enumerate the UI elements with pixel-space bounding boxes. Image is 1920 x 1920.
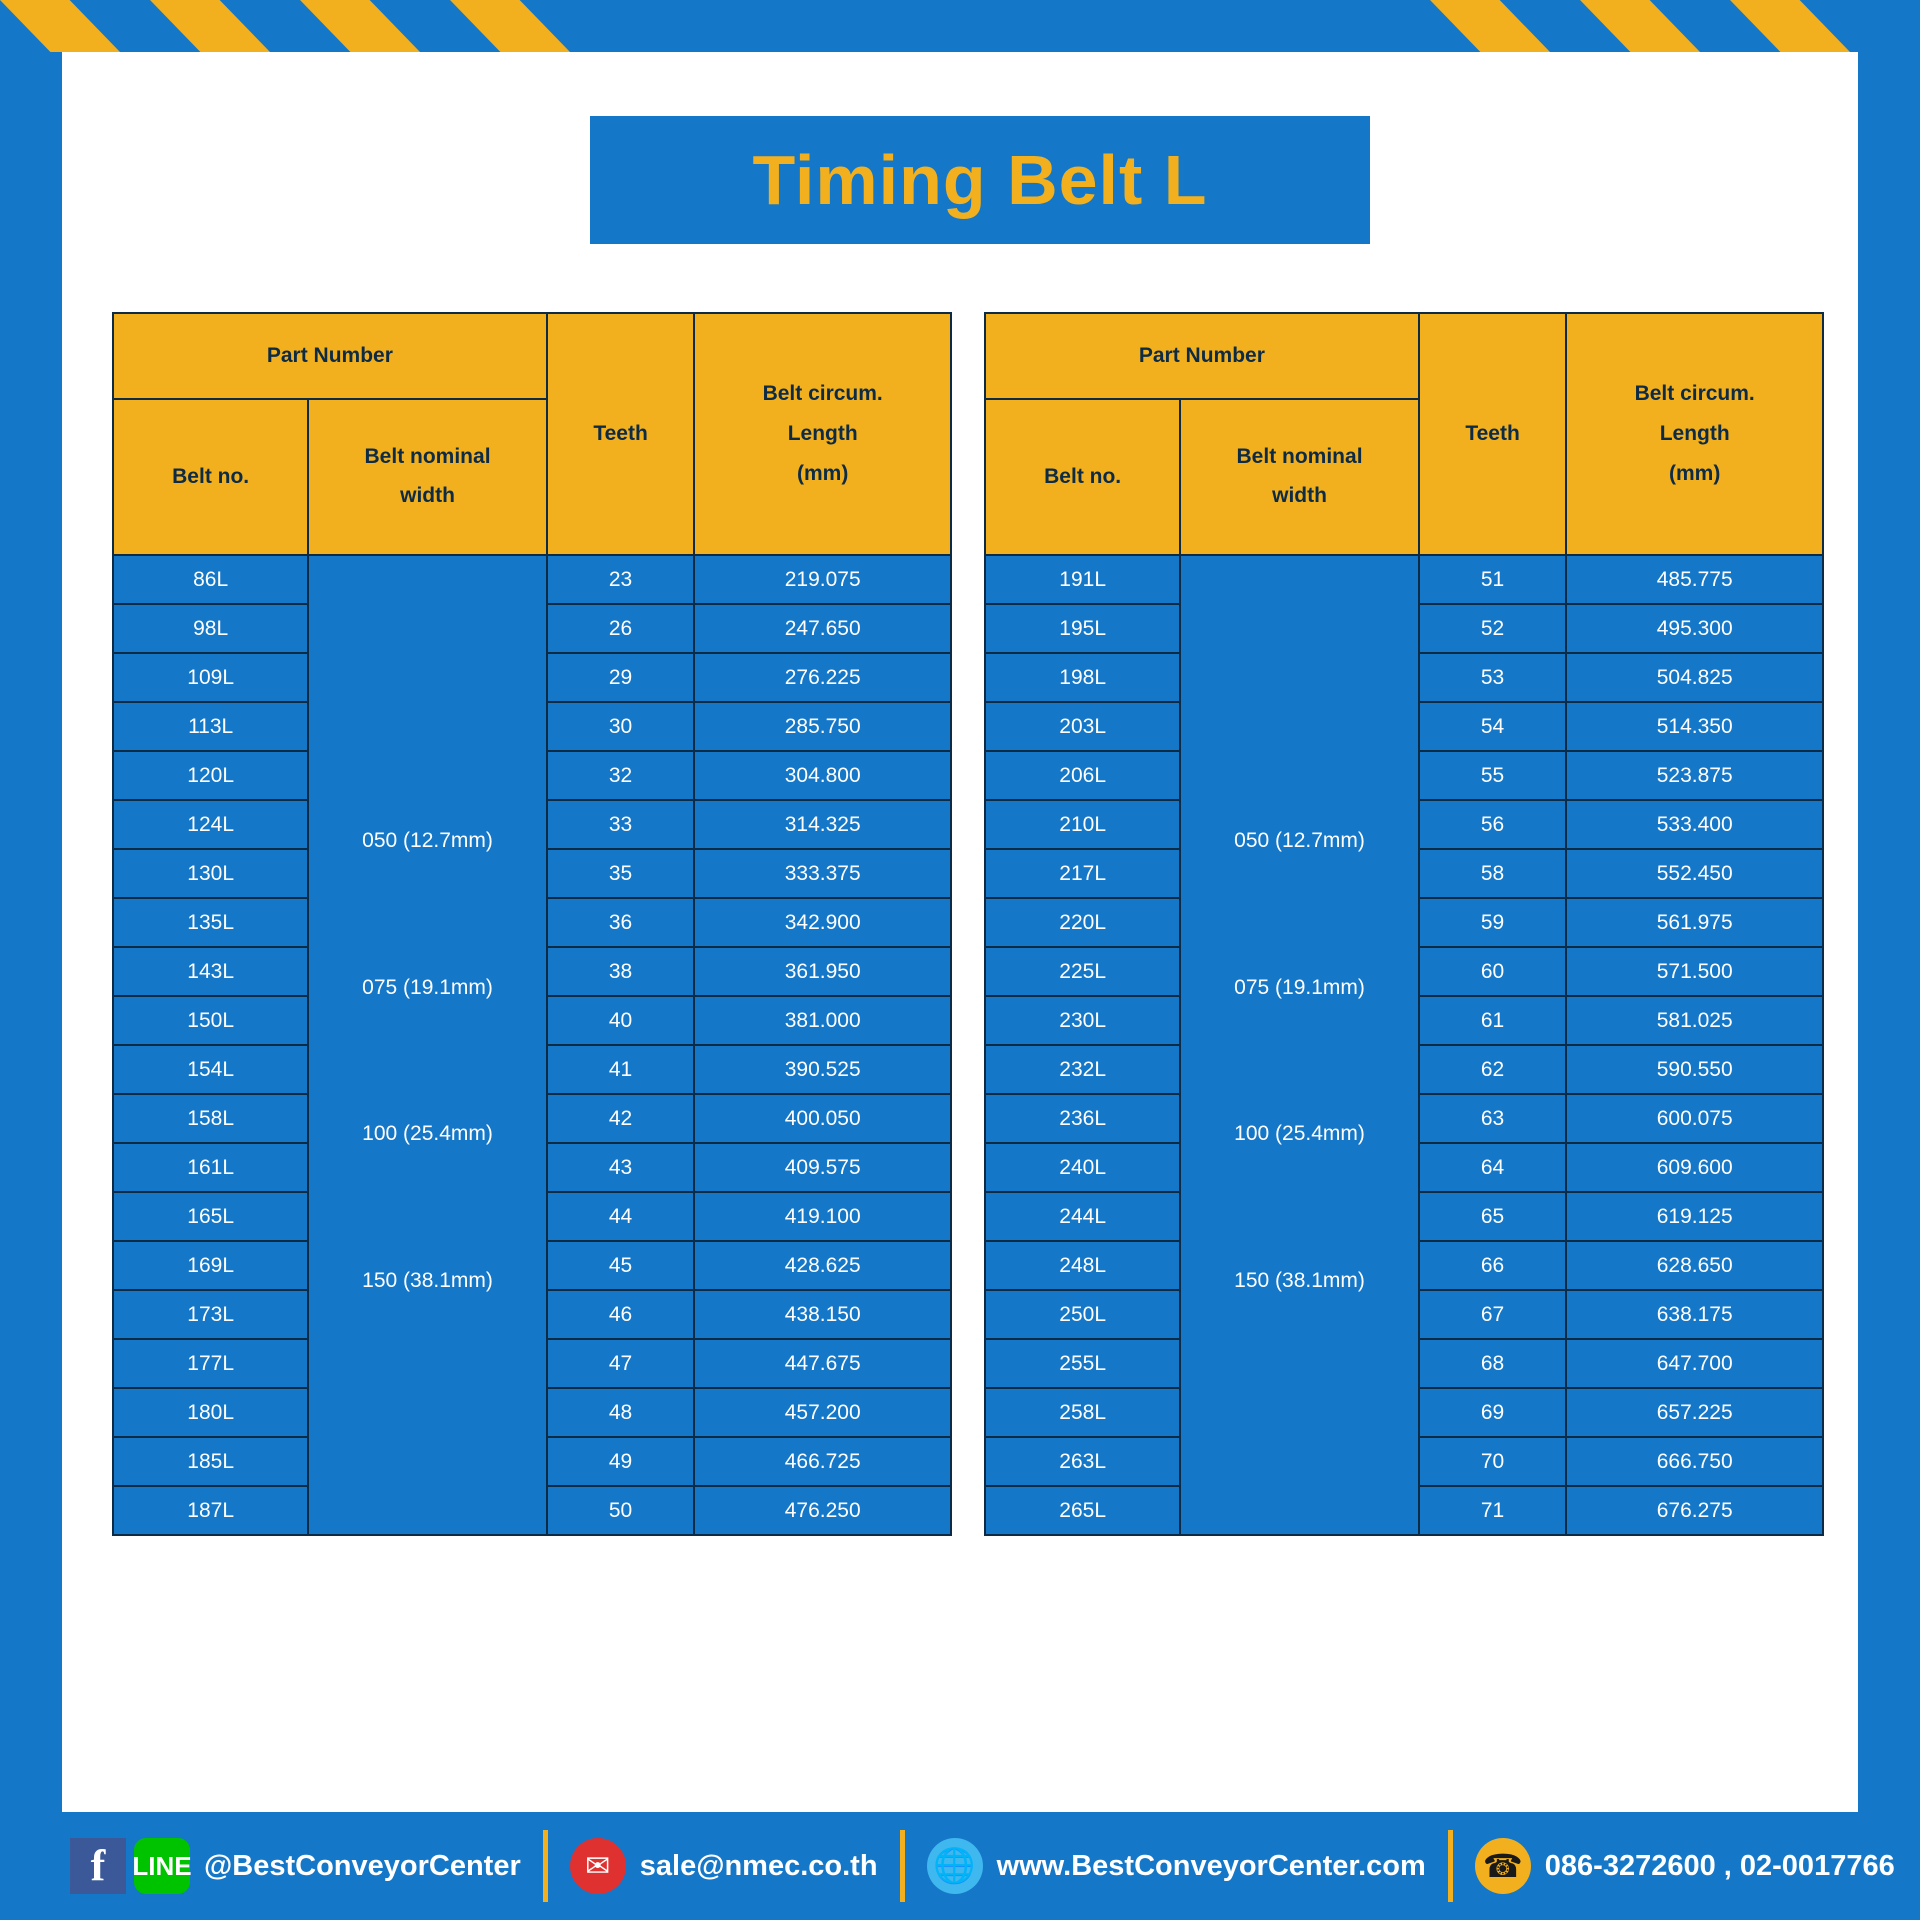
cell-teeth: 40 (547, 996, 695, 1045)
cell-belt-no: 124L (113, 800, 308, 849)
cell-belt-no: 120L (113, 751, 308, 800)
cell-teeth: 60 (1419, 947, 1567, 996)
cell-teeth: 71 (1419, 1486, 1567, 1535)
cell-teeth: 70 (1419, 1437, 1567, 1486)
cell-length: 219.075 (694, 555, 951, 604)
belt-tables (112, 312, 1824, 1536)
cell-belt-no: 191L (985, 555, 1180, 604)
cell-belt-nominal-width (1180, 555, 1418, 1535)
cell-teeth: 53 (1419, 653, 1567, 702)
cell-teeth: 58 (1419, 849, 1567, 898)
cell-length: 390.525 (694, 1045, 951, 1094)
cell-belt-nominal-width (308, 555, 546, 1535)
cell-teeth: 38 (547, 947, 695, 996)
cell-belt-no: 187L (113, 1486, 308, 1535)
cell-teeth: 62 (1419, 1045, 1567, 1094)
cell-length: 666.750 (1566, 1437, 1823, 1486)
cell-length: 561.975 (1566, 898, 1823, 947)
cell-length: 504.825 (1566, 653, 1823, 702)
footer-phone-text: 086-3272600 , 02-0017766 (1544, 1849, 1895, 1882)
cell-belt-no: 244L (985, 1192, 1180, 1241)
cell-belt-no: 263L (985, 1437, 1180, 1486)
cell-length: 304.800 (694, 751, 951, 800)
cell-length: 342.900 (694, 898, 951, 947)
cell-length: 314.325 (694, 800, 951, 849)
width-option: 100 (25.4mm) (1234, 1122, 1365, 1146)
cell-belt-no: 230L (985, 996, 1180, 1045)
footer-facebook-text: @BestConveyorCenter (204, 1849, 521, 1882)
header-belt-no: Belt no. (985, 399, 1180, 555)
cell-teeth: 54 (1419, 702, 1567, 751)
cell-belt-no: 98L (113, 604, 308, 653)
table-row (113, 555, 951, 604)
cell-teeth: 68 (1419, 1339, 1567, 1388)
header-belt-circum (694, 313, 951, 555)
cell-length: 438.150 (694, 1290, 951, 1339)
cell-belt-no: 86L (113, 555, 308, 604)
cell-length: 600.075 (1566, 1094, 1823, 1143)
footer-website[interactable] (927, 1812, 1426, 1920)
cell-length: 609.600 (1566, 1143, 1823, 1192)
cell-length: 590.550 (1566, 1045, 1823, 1094)
cell-belt-no: 265L (985, 1486, 1180, 1535)
cell-teeth: 32 (547, 751, 695, 800)
header-belt-no: Belt no. (113, 399, 308, 555)
cell-length: 581.025 (1566, 996, 1823, 1045)
header-belt-width (1180, 399, 1418, 555)
cell-belt-no: 236L (985, 1094, 1180, 1143)
cell-teeth: 45 (547, 1241, 695, 1290)
cell-teeth: 56 (1419, 800, 1567, 849)
width-option: 150 (38.1mm) (362, 1268, 493, 1292)
cell-length: 619.125 (1566, 1192, 1823, 1241)
cell-length: 495.300 (1566, 604, 1823, 653)
cell-length: 476.250 (694, 1486, 951, 1535)
cell-length: 552.450 (1566, 849, 1823, 898)
cell-belt-no: 255L (985, 1339, 1180, 1388)
cell-belt-no: 135L (113, 898, 308, 947)
cell-belt-no: 250L (985, 1290, 1180, 1339)
cell-belt-no: 169L (113, 1241, 308, 1290)
footer-contact-bar (0, 1812, 1920, 1920)
cell-length: 647.700 (1566, 1339, 1823, 1388)
cell-belt-no: 173L (113, 1290, 308, 1339)
cell-length: 628.650 (1566, 1241, 1823, 1290)
header-belt-width-line2: width (400, 484, 455, 507)
width-option: 100 (25.4mm) (362, 1122, 493, 1146)
cell-teeth: 52 (1419, 604, 1567, 653)
cell-belt-no: 232L (985, 1045, 1180, 1094)
cell-teeth: 66 (1419, 1241, 1567, 1290)
cell-length: 485.775 (1566, 555, 1823, 604)
page-title (590, 116, 1370, 244)
cell-belt-no: 143L (113, 947, 308, 996)
cell-teeth: 26 (547, 604, 695, 653)
cell-belt-no: 198L (985, 653, 1180, 702)
cell-length: 657.225 (1566, 1388, 1823, 1437)
footer-email[interactable] (570, 1812, 878, 1920)
cell-length: 361.950 (694, 947, 951, 996)
cell-belt-no: 109L (113, 653, 308, 702)
cell-belt-no: 154L (113, 1045, 308, 1094)
line-icon: LINE (134, 1838, 190, 1894)
cell-belt-no: 185L (113, 1437, 308, 1486)
cell-teeth: 61 (1419, 996, 1567, 1045)
header-belt-circum-line1: Belt circum. (1634, 382, 1755, 406)
globe-icon: 🌐 (927, 1838, 983, 1894)
header-belt-width-line2: width (1272, 484, 1327, 507)
footer-facebook[interactable] (0, 1812, 521, 1920)
footer-divider (900, 1830, 905, 1902)
cell-length: 447.675 (694, 1339, 951, 1388)
cell-teeth: 64 (1419, 1143, 1567, 1192)
cell-length: 533.400 (1566, 800, 1823, 849)
cell-length: 247.650 (694, 604, 951, 653)
footer-email-text: sale@nmec.co.th (639, 1849, 878, 1882)
cell-teeth: 30 (547, 702, 695, 751)
footer-phone[interactable] (1475, 1812, 1895, 1920)
cell-length: 333.375 (694, 849, 951, 898)
header-teeth: Teeth (547, 313, 695, 555)
header-teeth: Teeth (1419, 313, 1567, 555)
cell-teeth: 59 (1419, 898, 1567, 947)
cell-belt-no: 150L (113, 996, 308, 1045)
cell-length: 276.225 (694, 653, 951, 702)
cell-length: 523.875 (1566, 751, 1823, 800)
cell-teeth: 50 (547, 1486, 695, 1535)
cell-length: 571.500 (1566, 947, 1823, 996)
cell-belt-no: 248L (985, 1241, 1180, 1290)
cell-belt-no: 180L (113, 1388, 308, 1437)
cell-teeth: 42 (547, 1094, 695, 1143)
cell-length: 428.625 (694, 1241, 951, 1290)
cell-teeth: 67 (1419, 1290, 1567, 1339)
header-belt-circum-line1: Belt circum. (762, 382, 883, 406)
width-option: 050 (12.7mm) (1234, 828, 1365, 852)
cell-teeth: 51 (1419, 555, 1567, 604)
facebook-icon: f (70, 1838, 126, 1894)
header-part-number: Part Number (985, 313, 1419, 399)
header-belt-circum-line2: Length (787, 422, 858, 446)
chevron-decoration (0, 0, 1920, 56)
width-option: 150 (38.1mm) (1234, 1268, 1365, 1292)
cell-teeth: 69 (1419, 1388, 1567, 1437)
mail-icon: ✉ (570, 1838, 626, 1894)
cell-teeth: 35 (547, 849, 695, 898)
width-option: 075 (19.1mm) (362, 975, 493, 999)
cell-belt-no: 240L (985, 1143, 1180, 1192)
header-part-number: Part Number (113, 313, 547, 399)
cell-teeth: 33 (547, 800, 695, 849)
footer-divider (1448, 1830, 1453, 1902)
cell-belt-no: 177L (113, 1339, 308, 1388)
cell-belt-no: 225L (985, 947, 1180, 996)
width-option: 075 (19.1mm) (1234, 975, 1365, 999)
cell-teeth: 55 (1419, 751, 1567, 800)
cell-teeth: 46 (547, 1290, 695, 1339)
cell-length: 676.275 (1566, 1486, 1823, 1535)
cell-length: 457.200 (694, 1388, 951, 1437)
footer-divider (543, 1830, 548, 1902)
cell-belt-no: 195L (985, 604, 1180, 653)
cell-length: 409.575 (694, 1143, 951, 1192)
page-title-text: Timing Belt L (752, 141, 1208, 219)
cell-teeth: 63 (1419, 1094, 1567, 1143)
cell-teeth: 41 (547, 1045, 695, 1094)
cell-teeth: 44 (547, 1192, 695, 1241)
cell-teeth: 29 (547, 653, 695, 702)
cell-teeth: 47 (547, 1339, 695, 1388)
cell-length: 400.050 (694, 1094, 951, 1143)
header-belt-circum-line3: (mm) (1669, 461, 1721, 485)
cell-teeth: 23 (547, 555, 695, 604)
cell-belt-no: 161L (113, 1143, 308, 1192)
cell-belt-no: 258L (985, 1388, 1180, 1437)
phone-icon: ☎ (1475, 1838, 1531, 1894)
header-belt-width-line1: Belt nominal (364, 445, 491, 469)
cell-teeth: 49 (547, 1437, 695, 1486)
cell-length: 514.350 (1566, 702, 1823, 751)
cell-belt-no: 220L (985, 898, 1180, 947)
cell-belt-no: 217L (985, 849, 1180, 898)
cell-belt-no: 130L (113, 849, 308, 898)
cell-length: 285.750 (694, 702, 951, 751)
belt-table-left-body (113, 555, 951, 1535)
cell-teeth: 36 (547, 898, 695, 947)
cell-belt-no: 165L (113, 1192, 308, 1241)
cell-length: 419.100 (694, 1192, 951, 1241)
cell-length: 381.000 (694, 996, 951, 1045)
cell-length: 638.175 (1566, 1290, 1823, 1339)
belt-table-right (984, 312, 1824, 1536)
cell-teeth: 48 (547, 1388, 695, 1437)
belt-table-left (112, 312, 952, 1536)
cell-belt-no: 203L (985, 702, 1180, 751)
width-option: 050 (12.7mm) (362, 828, 493, 852)
cell-teeth: 65 (1419, 1192, 1567, 1241)
table-row (985, 555, 1823, 604)
cell-belt-no: 158L (113, 1094, 308, 1143)
header-belt-circum-line2: Length (1659, 422, 1730, 446)
cell-belt-no: 206L (985, 751, 1180, 800)
cell-belt-no: 210L (985, 800, 1180, 849)
cell-belt-no: 113L (113, 702, 308, 751)
header-belt-width (308, 399, 546, 555)
header-belt-circum (1566, 313, 1823, 555)
header-belt-circum-line3: (mm) (797, 461, 849, 485)
header-belt-width-line1: Belt nominal (1236, 445, 1363, 469)
cell-teeth: 43 (547, 1143, 695, 1192)
belt-table-right-body (985, 555, 1823, 1535)
footer-website-text: www.BestConveyorCenter.com (996, 1849, 1426, 1882)
cell-length: 466.725 (694, 1437, 951, 1486)
